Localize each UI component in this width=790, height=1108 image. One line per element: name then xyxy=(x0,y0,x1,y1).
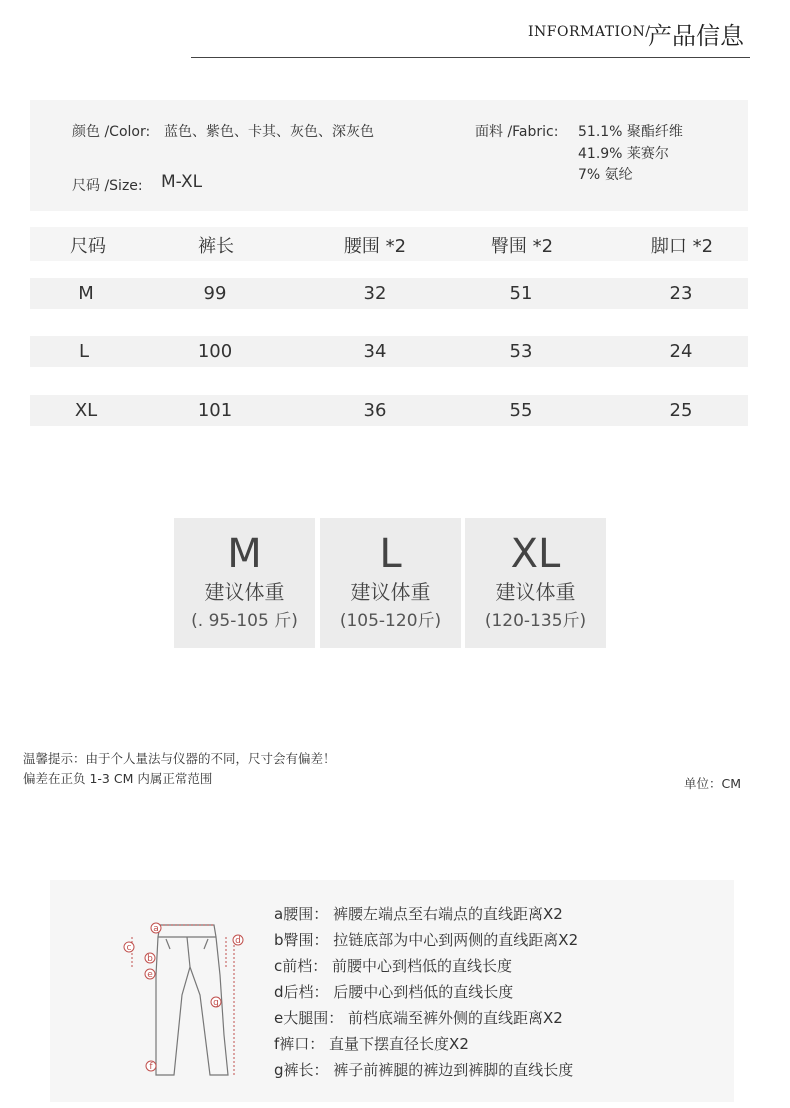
table-header-cell: 脚口 *2 xyxy=(650,236,714,257)
weight-size: XL xyxy=(510,531,561,577)
table-cell: 32 xyxy=(363,283,387,304)
fabric-label: 面料 /Fabric: xyxy=(475,124,559,140)
weight-size: L xyxy=(379,531,402,577)
table-cell: 53 xyxy=(509,341,533,362)
table-cell: 51 xyxy=(509,283,533,304)
measure-line: e大腿围： 前档底端至裤外侧的直线距离X2 xyxy=(274,1009,563,1027)
tolerance-note: 偏差在正负 1-3 CM 内属正常范围 xyxy=(23,771,213,786)
weight-box-m xyxy=(174,518,315,648)
table-cell: 36 xyxy=(363,400,387,421)
table-cell: 99 xyxy=(203,283,227,304)
fabric-line: 7% 氨纶 xyxy=(578,167,633,183)
color-value: 蓝色、紫色、卡其、灰色、深灰色 xyxy=(164,124,374,140)
weight-range: (105-120斤) xyxy=(339,611,442,631)
table-cell: 34 xyxy=(363,341,387,362)
weight-box-xl xyxy=(465,518,606,648)
table-cell: XL xyxy=(74,400,98,421)
pants-diagram xyxy=(112,915,252,1085)
measure-line: c前档： 前腰中心到档低的直线长度 xyxy=(274,957,513,975)
table-cell: 101 xyxy=(197,400,233,421)
table-header-cell: 尺码 xyxy=(70,236,106,257)
table-cell: L xyxy=(78,341,90,362)
table-cell: 100 xyxy=(197,341,233,362)
weight-size: M xyxy=(227,531,262,577)
weight-label: 建议体重 xyxy=(204,580,285,604)
marker-g-label: g xyxy=(213,998,219,1008)
fabric-line: 41.9% 莱赛尔 xyxy=(578,146,669,162)
weight-box-l xyxy=(320,518,461,648)
fabric-line: 51.1% 聚酯纤维 xyxy=(578,124,683,140)
table-cell: 25 xyxy=(669,400,693,421)
header-title: 产品信息 xyxy=(648,22,744,50)
table-header-cell: 腰围 *2 xyxy=(343,236,407,257)
measure-line: d后档： 后腰中心到档低的直线长度 xyxy=(274,983,514,1001)
marker-a-label: a xyxy=(153,924,159,934)
table-cell: 23 xyxy=(669,283,693,304)
weight-label: 建议体重 xyxy=(350,580,431,604)
header-divider xyxy=(191,57,750,58)
marker-d-label: d xyxy=(235,936,241,946)
table-header-cell: 裤长 xyxy=(198,236,234,257)
weight-range: (120-135斤) xyxy=(484,611,587,631)
marker-c-label: c xyxy=(126,943,132,953)
measure-line: b臀围： 拉链底部为中心到两侧的直线距离X2 xyxy=(274,931,579,949)
marker-f-label: f xyxy=(149,1062,153,1072)
table-cell: 55 xyxy=(509,400,533,421)
measure-line: g裤长： 裤子前裤腿的裤边到裤脚的直线长度 xyxy=(274,1061,574,1079)
table-cell: 24 xyxy=(669,341,693,362)
table-header-cell: 臀围 *2 xyxy=(490,236,554,257)
marker-e-label: e xyxy=(147,970,153,980)
weight-range: (. 95-105 斤) xyxy=(191,611,298,631)
table-cell: M xyxy=(78,283,94,304)
color-label: 颜色 /Color: xyxy=(72,124,151,140)
measure-line: f裤口： 直量下摆直径长度X2 xyxy=(274,1035,469,1053)
marker-b-label: b xyxy=(147,954,153,964)
weight-label: 建议体重 xyxy=(495,580,576,604)
measure-line: a腰围： 裤腰左端点至右端点的直线距离X2 xyxy=(274,905,563,923)
size-value: M-XL xyxy=(161,172,203,192)
tip-note: 温馨提示：由于个人量法与仪器的不同，尺寸会有偏差！ xyxy=(23,751,336,766)
size-label: 尺码 /Size: xyxy=(72,178,143,194)
header-english: INFORMATION/ xyxy=(528,24,651,40)
unit-note: 单位：CM xyxy=(684,776,742,791)
